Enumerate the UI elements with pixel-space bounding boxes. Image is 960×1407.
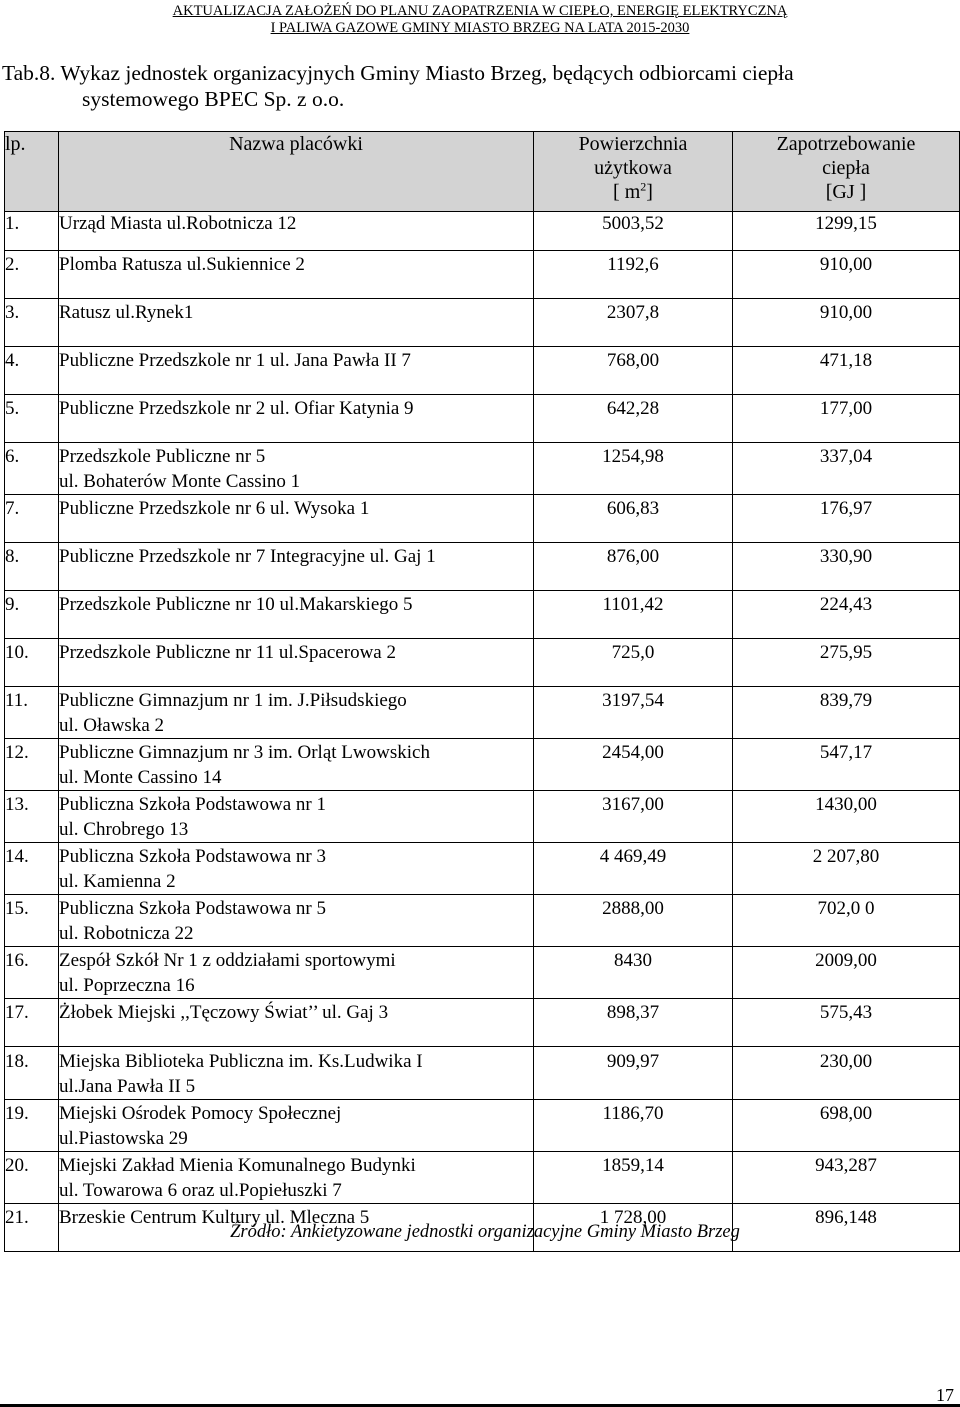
row-lp: 19. [5,1100,59,1152]
row-lp: 15. [5,895,59,947]
row-name: Miejski Ośrodek Pomocy Społecznej ul.Piastowska 29 [59,1100,534,1152]
row-heat-demand: 702,0 0 [733,895,960,947]
row-name: Przedszkole Publiczne nr 11 ul.Spacerowa 2 [59,639,534,687]
row-lp: 18. [5,1047,59,1100]
table-row [5,843,960,895]
row-lp: 6. [5,443,59,495]
table-row [5,347,960,395]
row-name: Brzeskie Centrum Kultury ul. Mleczna 5 [59,1204,534,1252]
row-lp: 11. [5,687,59,739]
row-lp: 10. [5,639,59,687]
row-lp: 2. [5,251,59,299]
row-area: 2307,8 [534,299,733,347]
row-name: Przedszkole Publiczne nr 5 ul. Bohaterów Monte Cassino 1 [59,443,534,495]
table-body [5,212,960,1252]
row-area: 2888,00 [534,895,733,947]
row-heat-demand: 839,79 [733,687,960,739]
table-caption [2,60,958,112]
row-heat-demand: 275,95 [733,639,960,687]
table-row [5,495,960,543]
row-area: 1186,70 [534,1100,733,1152]
row-area: 1254,98 [534,443,733,495]
facilities-table [4,131,960,1252]
row-name: Ratusz ul.Rynek1 [59,299,534,347]
row-name: Publiczna Szkoła Podstawowa nr 3 ul. Kamienna 2 [59,843,534,895]
header-lp: lp. [5,132,59,212]
table-row [5,1100,960,1152]
row-name: Miejska Biblioteka Publiczna im. Ks.Ludwika I ul.Jana Pawła II 5 [59,1047,534,1100]
row-name: Żłobek Miejski ,,Tęczowy Świat’’ ul. Gaj 3 [59,999,534,1047]
row-lp: 21. [5,1204,59,1252]
table-row [5,739,960,791]
table-row [5,299,960,347]
row-heat-demand: 1299,15 [733,212,960,251]
row-area: 4 469,49 [534,843,733,895]
row-area: 8430 [534,947,733,999]
row-area: 1101,42 [534,591,733,639]
row-name: Publiczne Przedszkole nr 6 ul. Wysoka 1 [59,495,534,543]
caption-line-2: systemowego BPEC Sp. z o.o. [82,87,345,111]
row-name: Przedszkole Publiczne nr 10 ul.Makarskiego 5 [59,591,534,639]
row-lp: 3. [5,299,59,347]
row-lp: 4. [5,347,59,395]
row-heat-demand: 547,17 [733,739,960,791]
table-row [5,1047,960,1100]
row-heat-demand: 330,90 [733,543,960,591]
row-heat-demand: 177,00 [733,395,960,443]
row-heat-demand: 337,04 [733,443,960,495]
row-name: Publiczne Gimnazjum nr 3 im. Orląt Lwowskich ul. Monte Cassino 14 [59,739,534,791]
row-heat-demand: 698,00 [733,1100,960,1152]
row-lp: 20. [5,1152,59,1204]
row-area: 909,97 [534,1047,733,1100]
row-lp: 8. [5,543,59,591]
row-area: 1859,14 [534,1152,733,1204]
row-name: Publiczne Przedszkole nr 7 Integracyjne ul. Gaj 1 [59,543,534,591]
row-name: Publiczne Gimnazjum nr 1 im. J.Piłsudskiego ul. Oławska 2 [59,687,534,739]
table-row [5,947,960,999]
row-lp: 7. [5,495,59,543]
row-area: 768,00 [534,347,733,395]
header-name: Nazwa placówki [59,132,534,212]
table-header-row [5,132,960,212]
row-lp: 16. [5,947,59,999]
row-area: 876,00 [534,543,733,591]
row-area: 2454,00 [534,739,733,791]
row-lp: 17. [5,999,59,1047]
table-row [5,443,960,495]
row-lp: 13. [5,791,59,843]
page-number: 17 [936,1385,954,1405]
row-area: 898,37 [534,999,733,1047]
row-lp: 12. [5,739,59,791]
row-area: 1 728,00 [534,1204,733,1252]
row-area: 725,0 [534,639,733,687]
table-row [5,791,960,843]
row-name: Plomba Ratusza ul.Sukiennice 2 [59,251,534,299]
document-header-line-2: I PALIWA GAZOWE GMINY MIASTO BRZEG NA LATA 2015-2030 [270,20,690,36]
row-lp: 1. [5,212,59,251]
row-heat-demand: 943,287 [733,1152,960,1204]
table-row [5,395,960,443]
row-heat-demand: 224,43 [733,591,960,639]
row-area: 642,28 [534,395,733,443]
table-row [5,687,960,739]
source-note: Źródło: Ankietyzowane jednostki organizacyjne Gminy Miasto Brzeg [230,1222,740,1242]
row-name: Publiczne Przedszkole nr 2 ul. Ofiar Katynia 9 [59,395,534,443]
row-area: 3197,54 [534,687,733,739]
document-header-line-1: AKTUALIZACJA ZAŁOŻEŃ DO PLANU ZAOPATRZENIA W CIEPŁO, ENERGIĘ ELEKTRYCZNĄ [172,3,788,19]
row-area: 606,83 [534,495,733,543]
table-row [5,639,960,687]
table-row [5,591,960,639]
row-area: 1192,6 [534,251,733,299]
table-row [5,895,960,947]
row-heat-demand: 176,97 [733,495,960,543]
table-row [5,212,960,251]
row-heat-demand: 1430,00 [733,791,960,843]
row-heat-demand: 471,18 [733,347,960,395]
row-name: Publiczna Szkoła Podstawowa nr 1 ul. Chrobrego 13 [59,791,534,843]
header-heat-demand: Zapotrzebowanie ciepła [GJ ] [733,132,960,212]
table-row [5,999,960,1047]
table-row [5,1152,960,1204]
row-heat-demand: 910,00 [733,251,960,299]
row-area: 3167,00 [534,791,733,843]
row-heat-demand: 230,00 [733,1047,960,1100]
header-area: Powierzchnia użytkowa [ $m^2$] [534,132,733,212]
row-heat-demand: 2 207,80 [733,843,960,895]
row-heat-demand: 2009,00 [733,947,960,999]
row-lp: 14. [5,843,59,895]
row-heat-demand: 910,00 [733,299,960,347]
row-name: Urząd Miasta ul.Robotnicza 12 [59,212,534,251]
row-heat-demand: 575,43 [733,999,960,1047]
table-row [5,251,960,299]
row-heat-demand: 896,148 [733,1204,960,1252]
row-lp: 5. [5,395,59,443]
row-lp: 9. [5,591,59,639]
row-area: 5003,52 [534,212,733,251]
caption-line-1: Tab.8. Wykaz jednostek organizacyjnych Gminy Miasto Brzeg, będących odbiorcami ciepła [2,61,794,85]
row-name: Publiczna Szkoła Podstawowa nr 5 ul. Robotnicza 22 [59,895,534,947]
row-name: Zespół Szkół Nr 1 z oddziałami sportowymi ul. Poprzeczna 16 [59,947,534,999]
row-name: Publiczne Przedszkole nr 1 ul. Jana Pawła II 7 [59,347,534,395]
table-row [5,543,960,591]
row-name: Miejski Zakład Mienia Komunalnego Budynki ul. Towarowa 6 oraz ul.Popiełuszki 7 [59,1152,534,1204]
